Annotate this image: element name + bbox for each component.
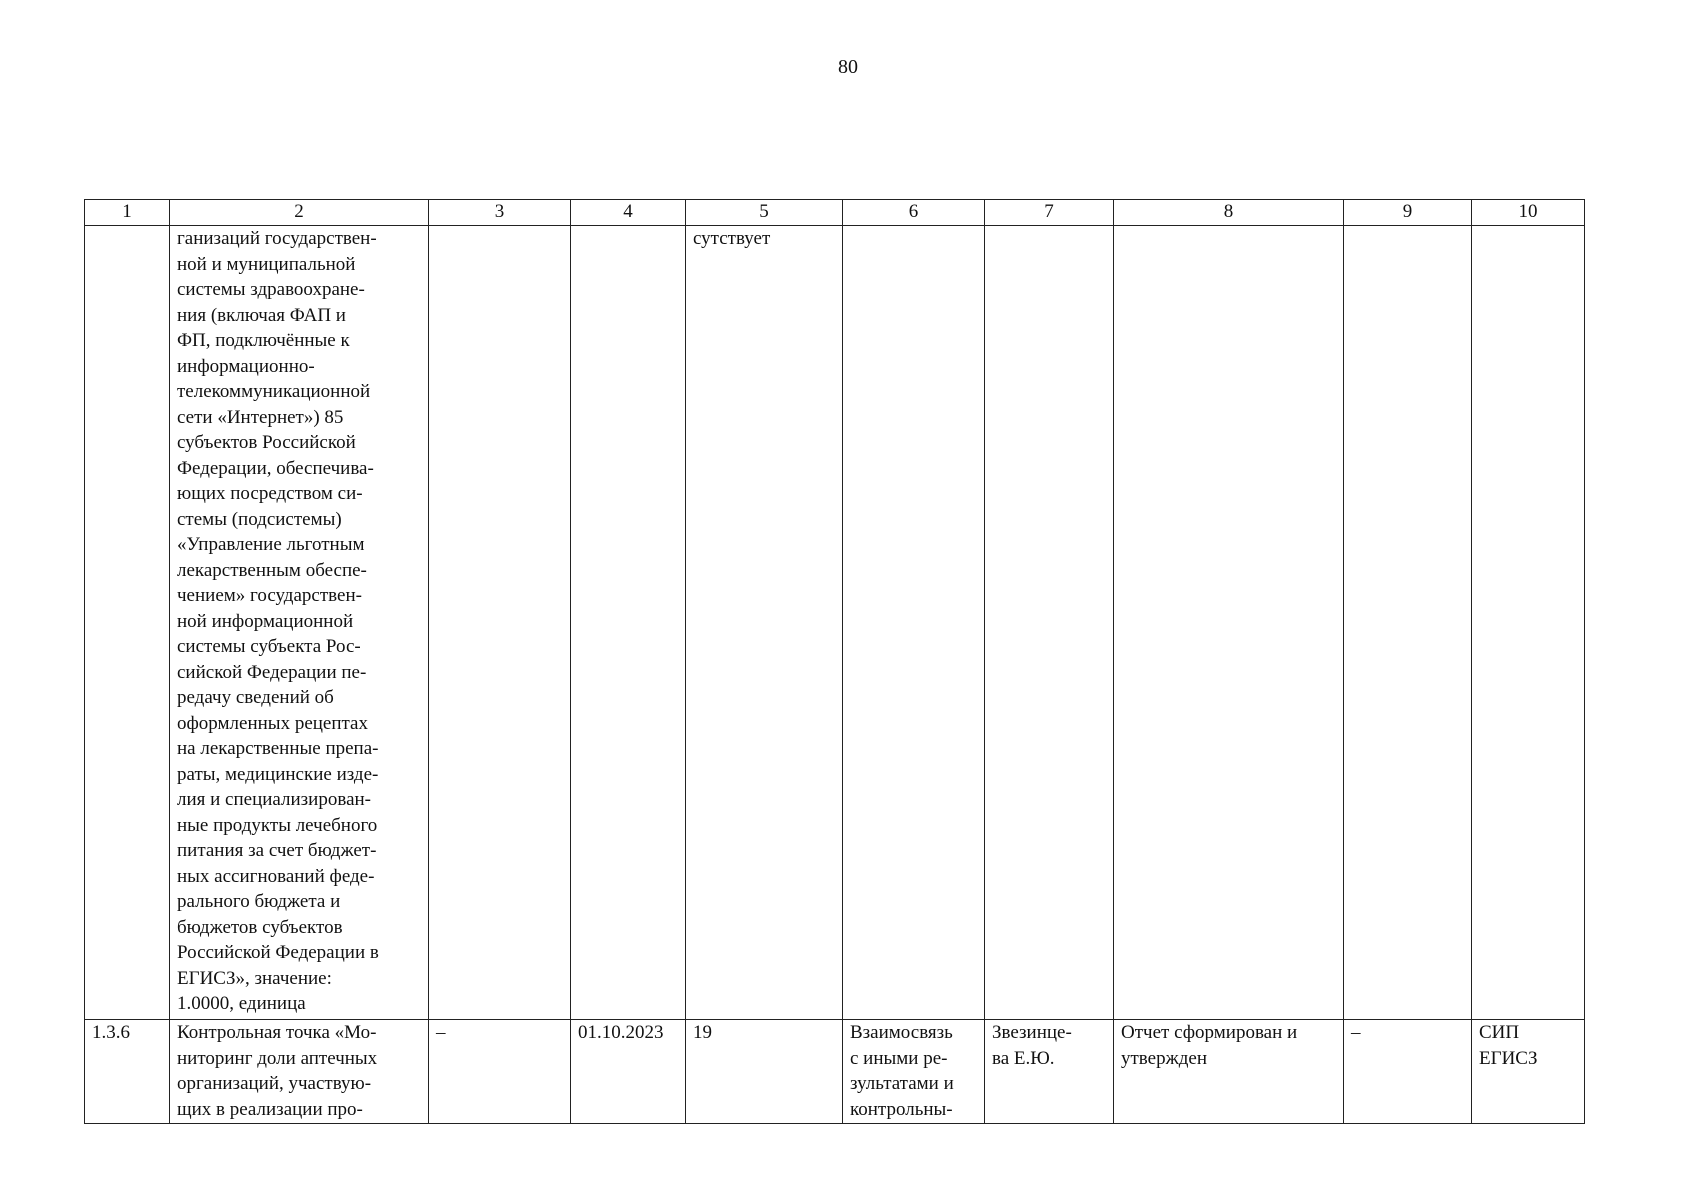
column-header: 7 [985, 200, 1114, 226]
table-cell: – [429, 1020, 571, 1124]
column-header: 4 [571, 200, 686, 226]
column-header: 2 [170, 200, 429, 226]
table-cell: 1.3.6 [85, 1020, 170, 1124]
table-cell [85, 226, 170, 1020]
table-cell: сутствует [686, 226, 843, 1020]
table-cell [985, 226, 1114, 1020]
column-header: 9 [1344, 200, 1472, 226]
column-header: 1 [85, 200, 170, 226]
table-cell [429, 226, 571, 1020]
table-cell [1344, 226, 1472, 1020]
table-cell: Контрольная точка «Мо- ниторинг доли аптечных организаций, участвую- щих в реализации про- [170, 1020, 429, 1124]
table-cell [1472, 226, 1585, 1020]
column-header: 8 [1114, 200, 1344, 226]
table-row [85, 226, 1585, 1020]
table-cell: СИП ЕГИСЗ [1472, 1020, 1585, 1124]
table-cell [843, 226, 985, 1020]
table-cell: Взаимосвязь с иными ре- зультатами и контрольны- [843, 1020, 985, 1124]
column-header: 5 [686, 200, 843, 226]
table-cell: Отчет сформирован и утвержден [1114, 1020, 1344, 1124]
table-cell [571, 226, 686, 1020]
table-cell: ганизаций государствен- ной и муниципальной системы здравоохране- ния (включая ФАП и ФП, подключённые к информационно- телекоммуникационной сети «Интернет») 85 субъектов Российской Федерации, обеспечива- ющих посредством си- стемы (подсистемы) «Управление льготным лекарственным обеспе- чением» государствен- ной информационной системы субъекта Рос- сийской Федерации пе- редачу сведений об оформленных рецептах на лекарственные препа- раты, медицинские изде- лия и специализирован- ные продукты лечебного питания за счет бюджет- ных ассигнований феде- рального бюджета и бюджетов субъектов Российской Федерации в ЕГИСЗ», значение: 1.0000, единица [170, 226, 429, 1020]
column-header: 10 [1472, 200, 1585, 226]
table-cell: Звезинце- ва Е.Ю. [985, 1020, 1114, 1124]
plan-table [84, 199, 1585, 1124]
column-header: 3 [429, 200, 571, 226]
column-header: 6 [843, 200, 985, 226]
table-cell: 19 [686, 1020, 843, 1124]
page-number: 80 [838, 56, 858, 78]
table-cell: – [1344, 1020, 1472, 1124]
table-cell [1114, 226, 1344, 1020]
table-cell: 01.10.2023 [571, 1020, 686, 1124]
table-header-row [85, 200, 1585, 226]
table-row [85, 1020, 1585, 1124]
